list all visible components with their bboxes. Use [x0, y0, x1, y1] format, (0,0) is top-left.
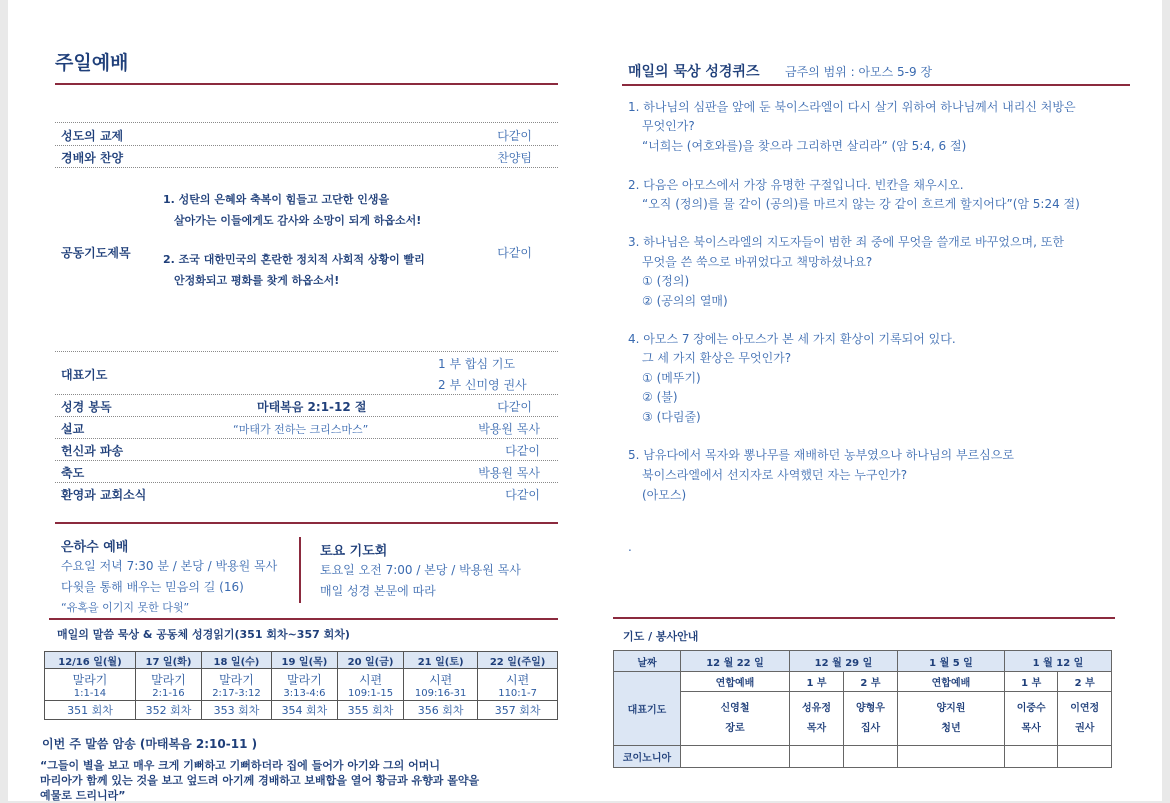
- quiz-q4-line: 4. 아모스 7 장에는 아모스가 본 세 가지 환상이 기록되어 있다.: [628, 332, 956, 346]
- prayer-topic-line: 1. 성탄의 은혜와 축복이 힘들고 고단한 인생을: [163, 193, 390, 206]
- person-name: 양지원: [936, 702, 966, 714]
- stray-dot: .: [628, 540, 632, 554]
- reading-header: 19 일(목): [271, 652, 337, 669]
- reading-book: 말라기: [151, 672, 186, 687]
- reading-verse: 1:1-14: [73, 687, 107, 699]
- saturday-line: 토요일 오전 7:00 / 본당 / 박용원 목사: [320, 563, 521, 577]
- quiz-q5-line: 5. 남유다에서 목자와 뽕나무를 재배하던 농부였으나 하나님의 부르심으로: [628, 448, 1014, 462]
- reading-count: 357 회차: [478, 701, 558, 720]
- quiz-q5-answer: (아모스): [642, 488, 687, 502]
- reading-verse: 109:1-15: [347, 687, 394, 699]
- reading-count: 353 회차: [202, 701, 272, 720]
- rep-prayer-label: 대표기도: [614, 672, 681, 746]
- reading-book: 말라기: [287, 672, 322, 687]
- quiz-q5-line: 북이스라엘에서 선지자로 사역했던 자는 누구인가?: [642, 468, 908, 482]
- quiz-rule: [622, 84, 1130, 86]
- order-mid: 마태복음 2:1-12 절: [257, 400, 367, 414]
- quiz-q4-answer: ③ (다림줄): [642, 410, 701, 424]
- divider: [55, 460, 558, 461]
- memory-verse-line: “그들이 별을 보고 매우 크게 기뻐하고 기뻐하더라 집에 들어가 아기와 그의 어머니: [40, 759, 441, 772]
- koinonia-cell: [1058, 746, 1112, 768]
- reading-book: 말라기: [72, 672, 108, 687]
- service-sub: 2 부: [843, 672, 897, 692]
- person-title: 권사: [1075, 722, 1095, 734]
- quiz-q4-answer: ① (메뚜기): [642, 371, 701, 385]
- quiz-q3-answer: ② (공의의 열매): [642, 294, 728, 308]
- reading-header: 21 일(토): [404, 652, 478, 669]
- koinonia-cell: [843, 746, 897, 768]
- reading-verse: 110:1-7: [498, 687, 537, 699]
- reading-book: 시편: [358, 672, 383, 687]
- order-label: 축도: [61, 466, 85, 480]
- koinonia-cell: [1004, 746, 1058, 768]
- quiz-q4-line: 그 세 가지 환상은 무엇인가?: [642, 351, 792, 365]
- section-rule: [49, 618, 558, 620]
- reading-header: 20 일(금): [338, 652, 404, 669]
- reading-verse: 2:1-16: [152, 687, 185, 699]
- section-rule: [55, 522, 558, 524]
- title-rule: [55, 83, 558, 85]
- order-mid: “마태가 전하는 크리스마스”: [233, 423, 369, 436]
- sunday-worship-title: 주일예배: [55, 52, 129, 74]
- wednesday-line: 다윗을 통해 배우는 믿음의 길 (16): [61, 580, 244, 594]
- memory-verse-line: 마리아가 함께 있는 것을 보고 엎드려 아기께 경배하고 보배합을 열어 황금과 유향과 몰약을: [40, 774, 480, 787]
- order-label: 성경 봉독: [61, 400, 112, 414]
- reading-count: 355 회차: [338, 701, 404, 720]
- prayer-topic-line: 살아가는 이들에게도 감사와 소망이 되게 하옵소서!: [174, 214, 422, 227]
- reading-header: 12/16 일(월): [45, 652, 136, 669]
- date-cell: 1 월 5 일: [897, 651, 1004, 672]
- quiz-q1-line: 무엇인가?: [642, 119, 695, 133]
- person-title: 집사: [860, 722, 881, 734]
- person-name: 양형우: [855, 702, 885, 714]
- reading-book: 시편: [429, 672, 453, 687]
- order-label: 환영과 교회소식: [61, 488, 147, 502]
- koinonia-label: 코이노니아: [614, 746, 681, 768]
- prayer-topic-label: 공동기도제목: [61, 246, 131, 260]
- person-name: 신영철: [720, 702, 750, 714]
- rep-prayer-line: 1 부 합심 기도: [438, 357, 516, 371]
- person-name: 이연정: [1070, 702, 1100, 714]
- order-value: 다같이: [505, 444, 540, 458]
- quiz-range: 금주의 범위 : 아모스 5-9 장: [785, 65, 933, 79]
- quiz-q4-answer: ② (불): [642, 390, 678, 404]
- memory-verse-title: 이번 주 말씀 암송 (마태복음 2:10-11 ): [42, 737, 258, 751]
- reading-title: 매일의 말씀 묵상 & 공동체 성경읽기(351 회차~357 회차): [57, 628, 350, 641]
- reading-verse: 3:13-4:6: [283, 687, 326, 699]
- memory-verse-line: 예물로 드리니라”: [40, 789, 126, 802]
- reading-header: 18 일(수): [202, 652, 272, 669]
- quiz-q3-answer: ① (정의): [642, 274, 690, 288]
- divider: [55, 482, 558, 483]
- date-cell: 12 월 22 일: [681, 651, 790, 672]
- saturday-line: 매일 성경 본문에 따라: [320, 584, 436, 598]
- section-rule: [613, 617, 1115, 619]
- wednesday-title: 은하수 예배: [61, 540, 129, 555]
- order-value: 박용원 목사: [478, 422, 540, 436]
- service-sub: 1 부: [1004, 672, 1058, 692]
- order-value: 찬양팀: [497, 151, 532, 165]
- person-title: 장로: [725, 722, 745, 734]
- reading-count: 351 회차: [45, 701, 136, 720]
- person-title: 목사: [1021, 722, 1041, 734]
- service-sub: 연합예배: [681, 672, 790, 692]
- koinonia-cell: [790, 746, 844, 768]
- person-name: 성유정: [802, 702, 831, 714]
- divider: [55, 438, 558, 439]
- prayer-topic-line: 안정화되고 평화를 찾게 하옵소서!: [174, 274, 340, 287]
- reading-header: 17 일(화): [135, 652, 201, 669]
- order-value: 다같이: [497, 400, 532, 414]
- order-label: 설교: [61, 422, 85, 436]
- reading-book: 말라기: [219, 672, 254, 687]
- rep-prayer-label: 대표기도: [61, 368, 108, 382]
- quiz-q1-answer: “너희는 (여호와를)을 찾으라 그리하면 살리라” (암 5:4, 6 절): [642, 139, 967, 153]
- divider: [55, 351, 558, 352]
- wednesday-line: 수요일 저녁 7:30 분 / 본당 / 박용원 목사: [61, 559, 278, 573]
- prayer-service-title: 기도 / 봉사안내: [623, 630, 699, 643]
- order-label: 헌신과 파송: [61, 444, 124, 458]
- reading-count: 356 회차: [404, 701, 478, 720]
- person-title: 청년: [941, 722, 961, 734]
- person-title: 목자: [806, 722, 827, 734]
- date-cell: 1 월 12 일: [1004, 651, 1111, 672]
- divider: [55, 416, 558, 417]
- quiz-q3-line: 3. 하나님은 북이스라엘의 지도자들이 범한 죄 중에 무엇을 쓸개로 바꾸었으며, 또한: [628, 235, 1064, 249]
- reading-count: 352 회차: [135, 701, 201, 720]
- reading-count: 354 회차: [271, 701, 337, 720]
- koinonia-cell: [681, 746, 790, 768]
- service-sub: 연합예배: [897, 672, 1004, 692]
- quiz-q3-line: 무엇을 쓴 쑥으로 바뀌었다고 책망하셨나요?: [642, 255, 873, 269]
- reading-header: 22 일(주일): [478, 652, 558, 669]
- reading-verse: 2:17-3:12: [212, 687, 261, 699]
- reading-verse: 109:16-31: [414, 687, 467, 699]
- reading-table: [44, 651, 558, 720]
- section-divider: [299, 537, 301, 603]
- divider: [55, 122, 558, 123]
- koinonia-cell: [897, 746, 1004, 768]
- service-sub: 2 부: [1058, 672, 1112, 692]
- quiz-q2-line: 2. 다음은 아모스에서 가장 유명한 구절입니다. 빈칸을 채우시오.: [628, 178, 964, 192]
- quiz-title: 매일의 묵상 성경퀴즈: [628, 64, 760, 80]
- order-value: 다같이: [497, 129, 532, 143]
- order-value: 다같이: [505, 488, 540, 502]
- date-cell: 12 월 29 일: [790, 651, 898, 672]
- order-value: 박용원 목사: [478, 466, 540, 480]
- prayer-topic-line: 2. 조국 대한민국의 혼란한 정치적 사회적 상황이 빨리: [163, 253, 425, 266]
- quiz-q1-line: 1. 하나님의 심판을 앞에 둔 북이스라엘이 다시 살기 위하여 하나님께서 내리신 처방은: [628, 100, 1076, 114]
- divider: [55, 394, 558, 395]
- reading-book: 시편: [506, 672, 530, 687]
- rep-prayer-line: 2 부 신미영 권사: [438, 378, 527, 392]
- quiz-q2-answer: “오직 (정의)를 물 같이 (공의)를 마르지 않는 강 같이 흐르게 할지어다”(암 5:24 절): [642, 197, 1080, 211]
- order-label: 경배와 찬양: [61, 151, 124, 165]
- person-name: 이중수: [1016, 702, 1046, 714]
- date-label: 날짜: [614, 651, 681, 672]
- bulletin-page: [8, 0, 1162, 801]
- order-label: 성도의 교제: [61, 129, 124, 143]
- divider: [55, 167, 558, 168]
- prayer-topic-value: 다같이: [497, 246, 532, 260]
- saturday-title: 토요 기도회: [320, 544, 388, 559]
- wednesday-line: “유혹을 이기지 못한 다윗”: [61, 601, 190, 614]
- service-sub: 1 부: [790, 672, 844, 692]
- divider: [55, 145, 558, 146]
- prayer-service-table: [613, 650, 1112, 768]
